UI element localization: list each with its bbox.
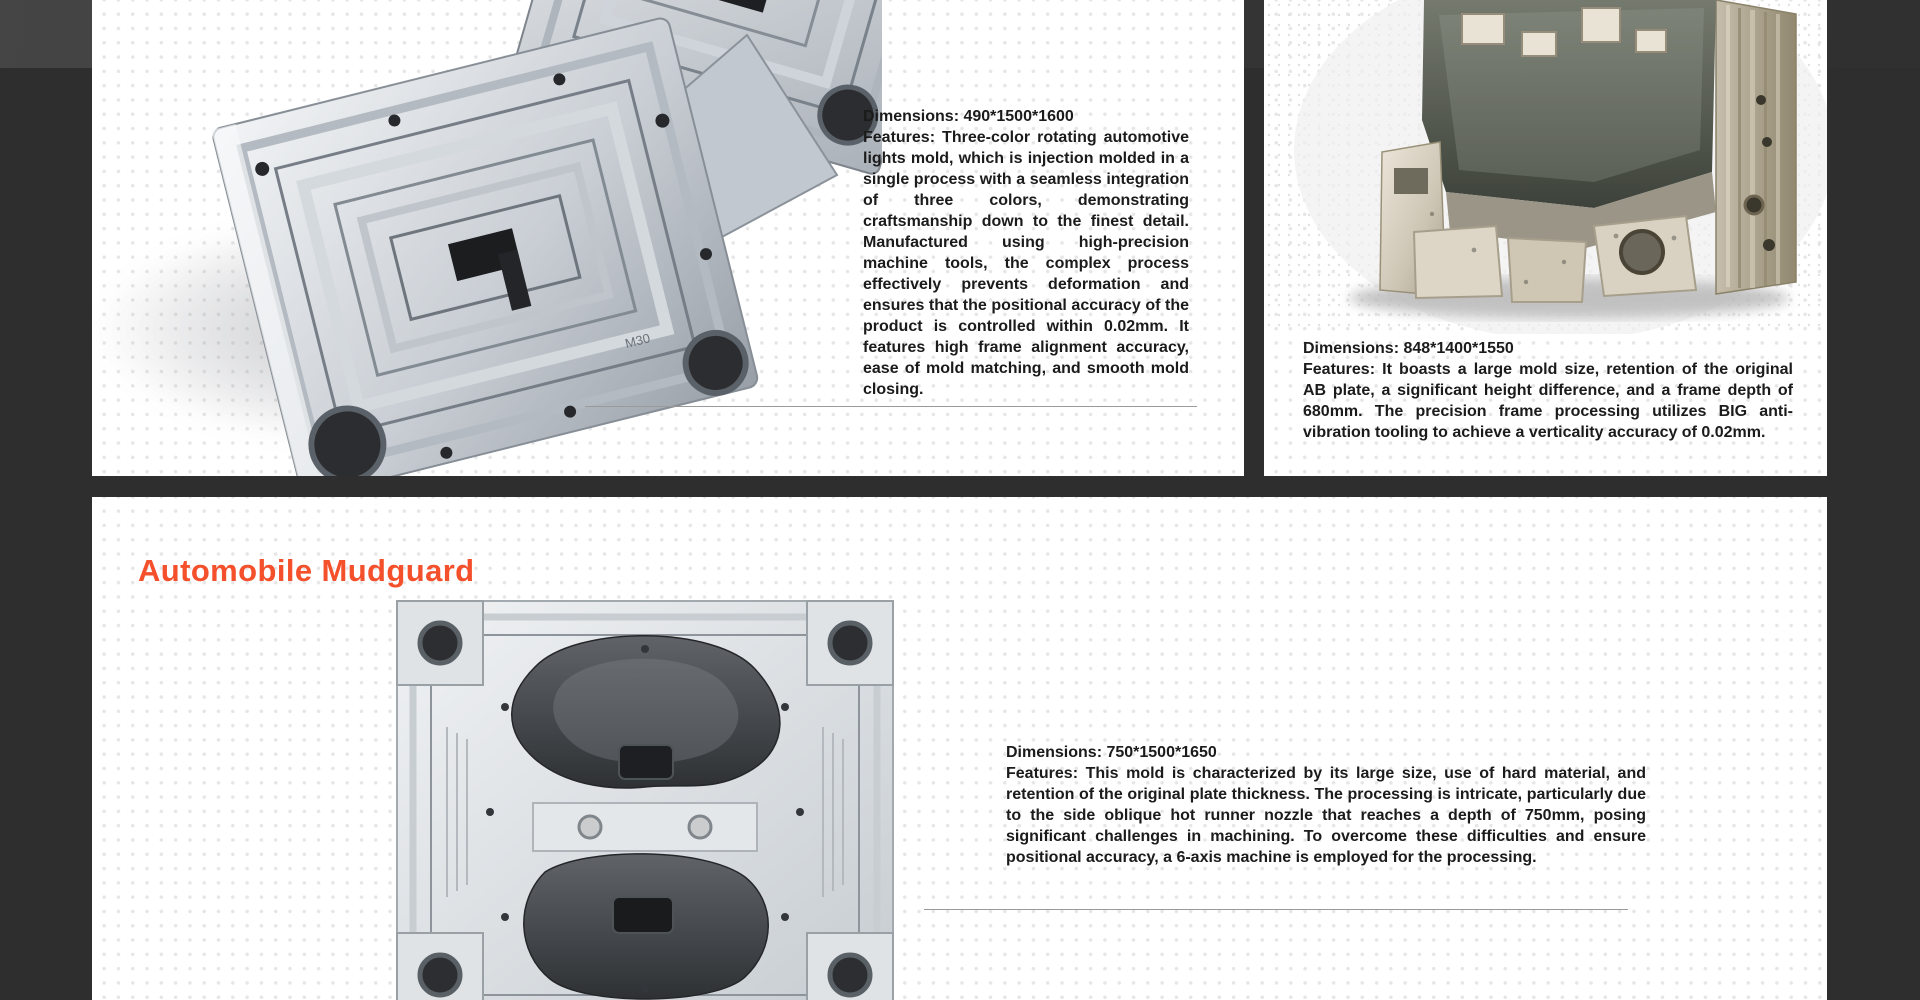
lights-mold-features: Features: Three-color rotating automotive lights mold, which is injection molded in a single process with a seamless integration of three colors, demonstrating craftsmanship down to the finest detail. Manufactured using high-precision machine tools, the complex process effectively prevents deformation and ensures that the positional accuracy of the product is controlled within 0.02mm. It features high frame alignment accuracy, ease of mold matching, and smooth mold closing. [863, 129, 1189, 398]
section-title: Automobile Mudguard [138, 552, 475, 588]
frame-mold-description [1303, 338, 1793, 443]
product-card-mudguard-mold [92, 497, 1827, 1000]
frame-mold-features: Features: It boasts a large mold size, retention of the original AB plate, a significant height difference, and a frame depth of 680mm. The precision frame processing utilizes BIG anti-vibration tooling to achieve a verticality accuracy of 0.02mm. [1303, 361, 1793, 441]
product-card-lights-mold [92, 0, 1244, 476]
frame-mold-dimensions: Dimensions: 848*1400*1550 [1303, 340, 1514, 357]
mudguard-mold-features: Features: This mold is characterized by its large size, use of hard material, and retention of the original plate thickness. The processing is intricate, particularly due to the side oblique hot runner nozzle that reaches a depth of 750mm, posing significant challenges in machining. To overcome these difficulties and ensure positional accuracy, a 6-axis machine is employed for the processing. [1006, 765, 1646, 866]
mold-engraving-text: M30 [623, 330, 652, 352]
lights-card-divider [585, 406, 1197, 407]
mudguard-card-divider [924, 909, 1628, 910]
lights-mold-dimensions: Dimensions: 490*1500*1600 [863, 108, 1074, 125]
mudguard-mold-dimensions: Dimensions: 750*1500*1650 [1006, 744, 1217, 761]
lights-mold-description [863, 106, 1189, 400]
mudguard-mold-description [1006, 742, 1646, 868]
mudguard-mold-photo [385, 597, 905, 1000]
product-card-frame-mold [1264, 0, 1827, 476]
frame-mold-photo [1264, 0, 1827, 334]
lights-mold-photo [92, 0, 882, 476]
